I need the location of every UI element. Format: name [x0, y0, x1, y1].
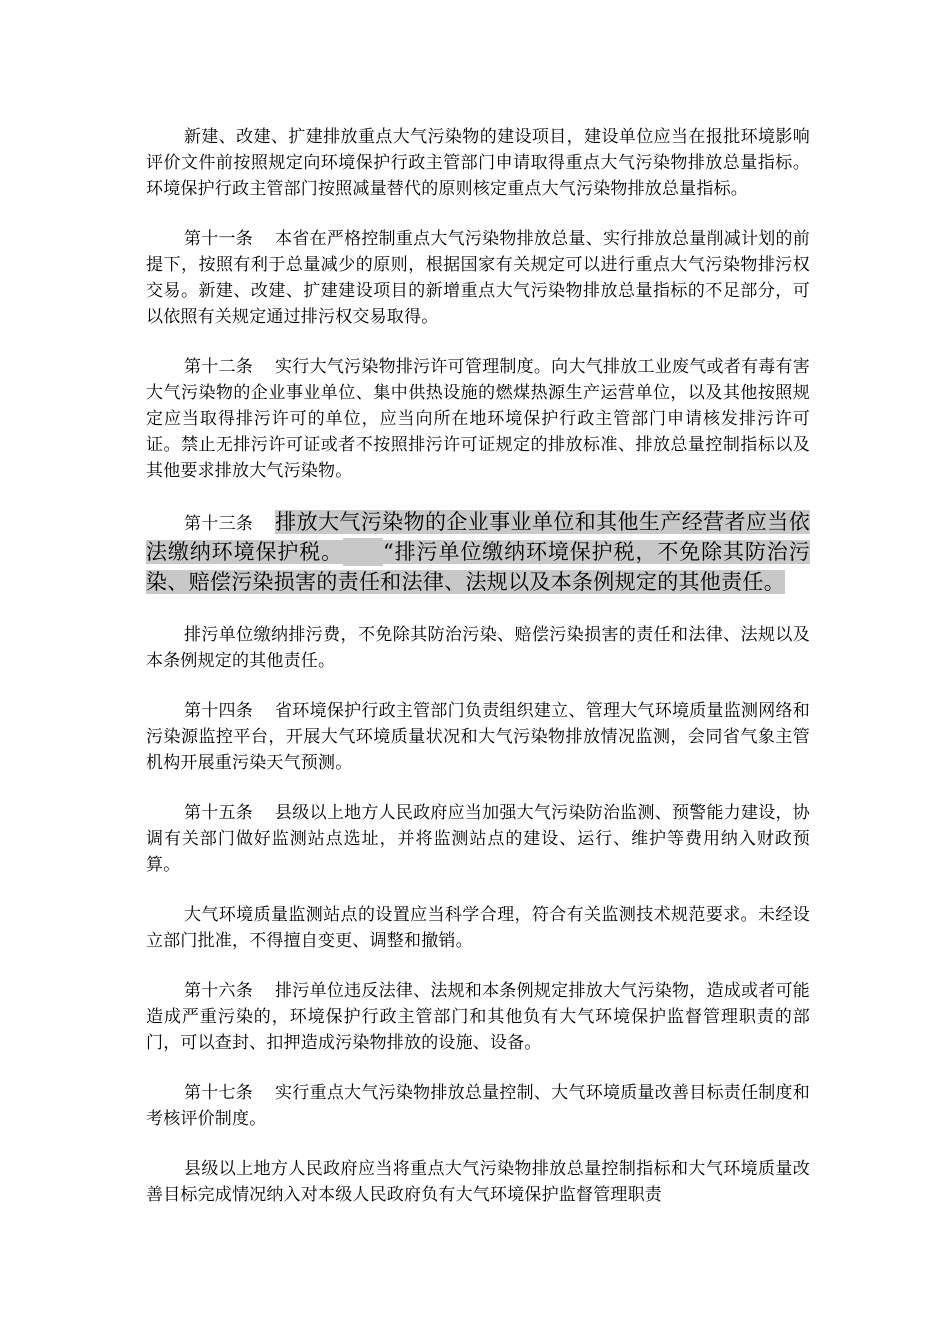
article-text: 实行大气污染物排污许可管理制度。向大气排放工业废气或者有毒有害大气污染物的企业事业单位、集中供热设施的燃煤热源生产运营单位，以及其他按照规定应当取得排污许可的单位，应当向所在地环境保护行政主管部门申请核发排污许可证。禁止无排污许可证或者不按照排污许可证规定的排放标准、排放总量控制指标以及其他要求排放大气污染物。 — [146, 357, 810, 481]
article-number: 第十三条 — [184, 514, 254, 534]
article-text: 县级以上地方人民政府应当加强大气污染防治监测、预警能力建设，协调有关部门做好监测站点选址，并将监测站点的建设、运行、维护等费用纳入财政预算。 — [146, 803, 810, 875]
article-text: 本省在严格控制重点大气污染物排放总量、实行排放总量削减计划的前提下，按照有利于总量减少的原则，根据国家有关规定可以进行重点大气污染物排污权交易。新建、改建、扩建建设项目的新增重点大气污染物排放总量指标的不足部分，可以依照有关规定通过排污权交易取得。 — [146, 229, 810, 327]
highlight-gap — [343, 538, 383, 566]
article-text: 省环境保护行政主管部门负责组织建立、管理大气环境质量监测网络和污染源监控平台，开展大气环境质量状况和大气污染物排放情况监测，会同省气象主管机构开展重污染天气预测。 — [146, 701, 810, 773]
paragraph-text: 大气环境质量监测站点的设置应当科学合理，符合有关监测技术规范要求。未经设立部门批准，不得擅自变更、调整和撤销。 — [146, 905, 810, 951]
paragraph-text: 县级以上地方人民政府应当将重点大气污染物排放总量控制指标和大气环境质量改善目标完成情况纳入对本级人民政府负有大气环境保护监督管理职责 — [146, 1159, 810, 1205]
article-number: 第十四条 — [184, 701, 254, 721]
paragraph-text: 新建、改建、扩建排放重点大气污染物的建设项目，建设单位应当在报批环境影响评价文件前按照规定向环境保护行政主管部门申请取得重点大气污染物排放总量指标。环境保护行政主管部门按照减量替代的原则核定重点大气污染物排放总量指标。 — [146, 127, 810, 199]
article-number: 第十五条 — [184, 803, 254, 823]
paragraph-new-construction — [146, 124, 810, 202]
article-number: 第十六条 — [184, 981, 254, 1001]
paragraph-government-responsibility — [146, 1156, 810, 1208]
article-16 — [146, 978, 810, 1056]
article-14 — [146, 698, 810, 776]
article-number: 第十二条 — [184, 357, 254, 377]
article-text: 排污单位违反法律、法规和本条例规定排放大气污染物，造成或者可能造成严重污染的，环境保护行政主管部门和其他负有大气环境保护监督管理职责的部门，可以查封、扣押造成污染物排放的设施、设备。 — [146, 981, 810, 1053]
document-page — [146, 124, 810, 1232]
article-15 — [146, 800, 810, 878]
article-text: 实行重点大气污染物排放总量控制、大气环境质量改善目标责任制度和考核评价制度。 — [146, 1083, 810, 1129]
paragraph-text: 排污单位缴纳排污费，不免除其防治污染、赔偿污染损害的责任和法律、法规以及本条例规定的其他责任。 — [146, 625, 810, 671]
article-number: 第十七条 — [184, 1083, 254, 1103]
article-13-highlighted — [146, 508, 810, 598]
paragraph-fee — [146, 622, 810, 674]
highlighted-text-2: “排污单位缴纳环境保护税，不免除其防治污染、赔偿污染损害的责任和法律、法规以及本条例规定的其他责任。 — [146, 540, 811, 594]
article-number: 第十一条 — [184, 229, 254, 249]
paragraph-monitoring-sites — [146, 902, 810, 954]
article-17 — [146, 1080, 810, 1132]
highlighted-text-1: 排放大气污染物的企业事业单位和其他生产经营者应当依法缴纳环境保护税。 — [146, 510, 810, 564]
article-11 — [146, 226, 810, 330]
article-12 — [146, 354, 810, 484]
